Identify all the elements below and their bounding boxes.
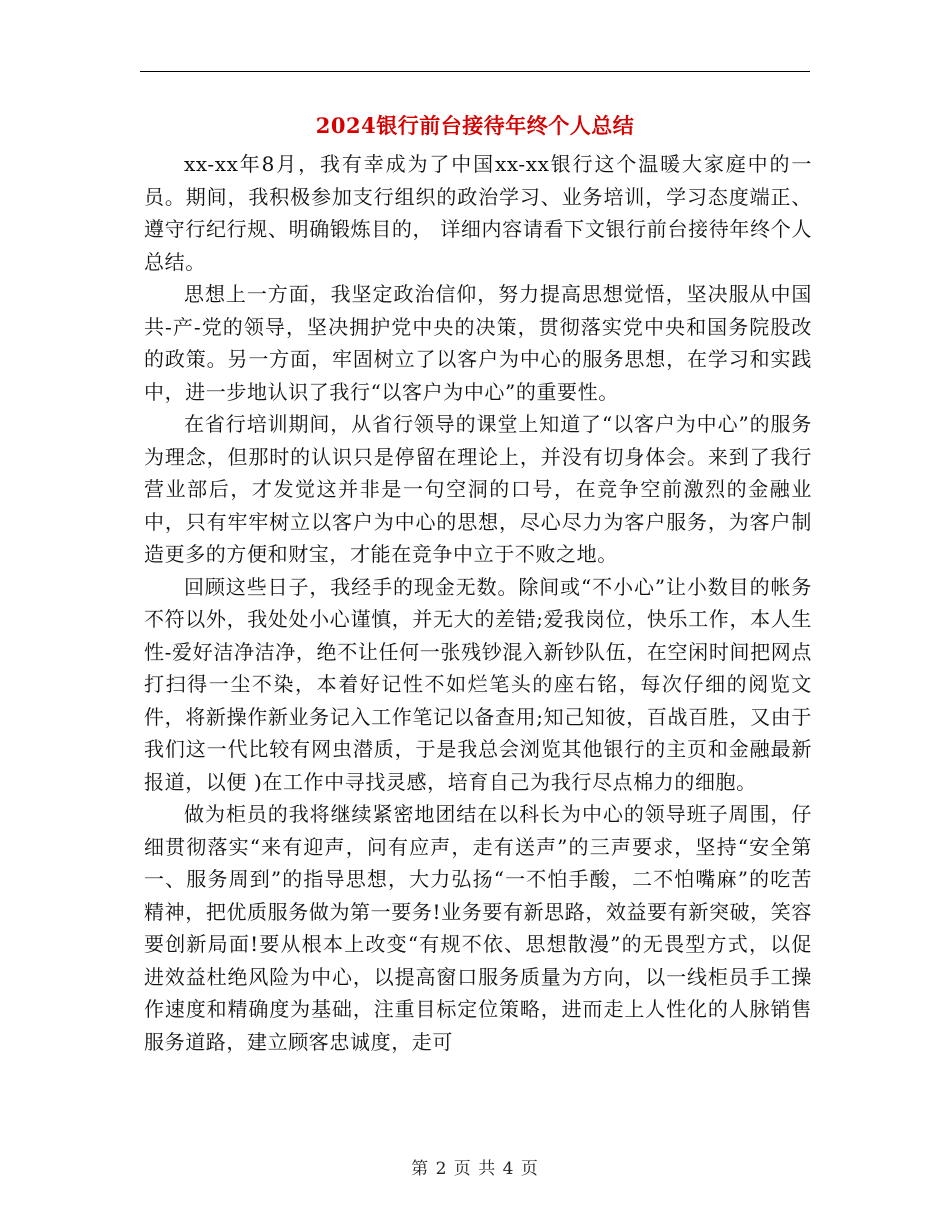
document-body <box>144 148 812 1058</box>
paragraph-ideology: 思想上一方面，我坚定政治信仰，努力提高思想觉悟，坚决服从中国共-产-党的领导，坚决拥护党中央的决策，贯彻落实党中央和国务院股改的政策。另一方面，牢固树立了以客户为中心的服务思想，在学习和实践中，进一步地认识了我行“以客户为中心”的重要性。 <box>144 282 812 404</box>
paragraph-plans: 做为柜员的我将继续紧密地团结在以科长为中心的领导班子周围，仔细贯彻落实“来有迎声，问有应声，走有送声”的三声要求，坚持“安全第一、服务周到”的指导思想，大力弘扬“一不怕手酸，二不怕嘴麻”的吃苦精神，把优质服务做为第一要务!业务要有新思路，效益要有新突破，笑容要创新局面!要从根本上改变“有规不依、思想散漫”的无畏型方式，以促进效益杜绝风险为中心，以提高窗口服务质量为方向，以一线柜员手工操作速度和精确度为基础，注重目标定位策略，进而走上人性化的人脉销售服务道路，建立顾客忠诚度，走可 <box>144 802 812 1054</box>
page-number-footer: 第 2 页 共 4 页 <box>411 1159 539 1179</box>
document-title: 2024银行前台接待年终个人总结 <box>315 113 635 138</box>
paragraph-training: 在省行培训期间，从省行领导的课堂上知道了“以客户为中心”的服务为理念，但那时的认识只是停留在理论上，并没有切身体会。来到了我行营业部后，才发觉这并非是一句空洞的口号，在竞争空前激烈的金融业中，只有牢牢树立以客户为中心的思想，尽心尽力为客户服务，为客户制造更多的方便和财宝，才能在竞争中立于不败之地。 <box>144 412 812 566</box>
paragraph-intro: xx-xx年8月，我有幸成为了中国xx-xx银行这个温暖大家庭中的一员。期间，我积极参加支行组织的政治学习、业务培训，学习态度端正、遵守行纪行规、明确锻炼目的， 详细内容请看下文银行前台接待年终个人总结。 <box>144 152 812 274</box>
paragraph-review: 回顾这些日子，我经手的现金无数。除间或“不小心”让小数目的帐务不符以外，我处处小心谨慎，并无大的差错;爱我岗位，快乐工作，本人生性-爱好洁净洁净，绝不让任何一张残钞混入新钞队伍，在空闲时间把网点打扫得一尘不染，本着好记性不如烂笔头的座右铭，每次仔细的阅览文件，将新操作新业务记入工作笔记以备查用;知己知彼，百战百胜，又由于我们这一代比较有网虫潜质，于是我总会浏览其他银行的主页和金融最新报道，以便 )在工作中寻找灵感，培育自己为我行尽点棉力的细胞。 <box>144 574 812 794</box>
header-rule <box>140 71 810 72</box>
